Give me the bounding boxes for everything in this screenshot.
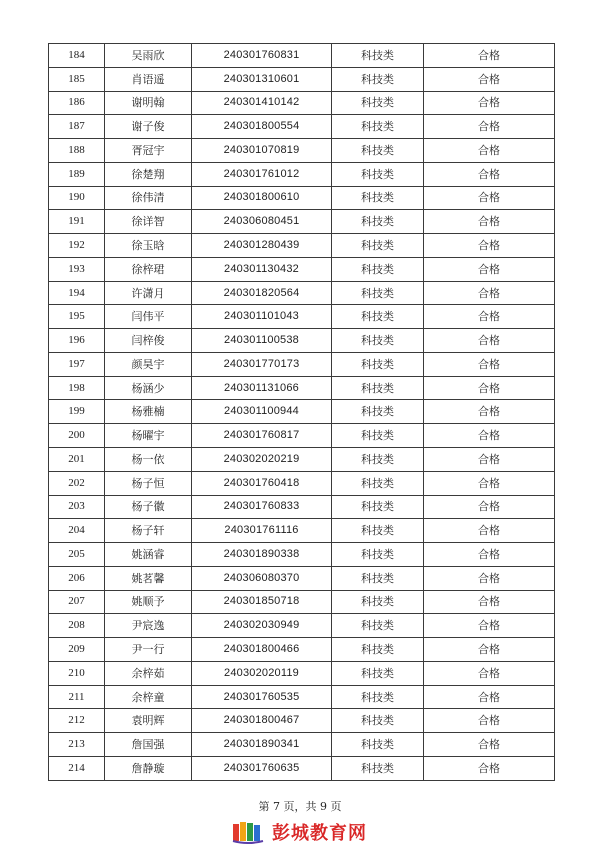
row-number-cell: 195 xyxy=(49,305,105,329)
category-cell: 科技类 xyxy=(332,543,424,567)
row-number-cell: 196 xyxy=(49,329,105,353)
category-cell: 科技类 xyxy=(332,162,424,186)
book-logo-icon xyxy=(232,820,266,844)
row-number-cell: 194 xyxy=(49,281,105,305)
student-name-cell: 杨雅楠 xyxy=(105,400,192,424)
table-row xyxy=(49,281,555,305)
table-row xyxy=(49,44,555,68)
category-cell: 科技类 xyxy=(332,281,424,305)
site-watermark xyxy=(232,818,367,846)
row-number-cell: 190 xyxy=(49,186,105,210)
student-name-cell: 姚涵睿 xyxy=(105,543,192,567)
row-number-cell: 184 xyxy=(49,44,105,68)
row-number-cell: 193 xyxy=(49,257,105,281)
table-row xyxy=(49,67,555,91)
row-number-cell: 186 xyxy=(49,91,105,115)
table-row xyxy=(49,210,555,234)
student-name-cell: 闫梓俊 xyxy=(105,329,192,353)
result-cell: 合格 xyxy=(424,139,555,163)
category-cell: 科技类 xyxy=(332,471,424,495)
table-row xyxy=(49,733,555,757)
result-cell: 合格 xyxy=(424,44,555,68)
student-name-cell: 徐伟清 xyxy=(105,186,192,210)
row-number-cell: 206 xyxy=(49,566,105,590)
result-cell: 合格 xyxy=(424,115,555,139)
student-id-cell: 240301760535 xyxy=(192,685,332,709)
row-number-cell: 187 xyxy=(49,115,105,139)
student-id-cell: 240301890341 xyxy=(192,733,332,757)
student-name-cell: 詹国强 xyxy=(105,733,192,757)
category-cell: 科技类 xyxy=(332,756,424,780)
student-id-cell: 240301800554 xyxy=(192,115,332,139)
table-row xyxy=(49,661,555,685)
table-row xyxy=(49,139,555,163)
row-number-cell: 213 xyxy=(49,733,105,757)
row-number-cell: 188 xyxy=(49,139,105,163)
result-cell: 合格 xyxy=(424,448,555,472)
category-cell: 科技类 xyxy=(332,661,424,685)
student-name-cell: 詹静璇 xyxy=(105,756,192,780)
student-name-cell: 谢明翰 xyxy=(105,91,192,115)
result-cell: 合格 xyxy=(424,257,555,281)
student-name-cell: 肖语遥 xyxy=(105,67,192,91)
category-cell: 科技类 xyxy=(332,733,424,757)
student-id-cell: 240301310601 xyxy=(192,67,332,91)
student-id-cell: 240301760635 xyxy=(192,756,332,780)
result-cell: 合格 xyxy=(424,305,555,329)
table-row xyxy=(49,448,555,472)
student-name-cell: 杨子恒 xyxy=(105,471,192,495)
student-id-cell: 240301800467 xyxy=(192,709,332,733)
category-cell: 科技类 xyxy=(332,590,424,614)
result-cell: 合格 xyxy=(424,543,555,567)
row-number-cell: 207 xyxy=(49,590,105,614)
table-row xyxy=(49,115,555,139)
category-cell: 科技类 xyxy=(332,210,424,234)
row-number-cell: 202 xyxy=(49,471,105,495)
result-cell: 合格 xyxy=(424,685,555,709)
row-number-cell: 191 xyxy=(49,210,105,234)
student-id-cell: 240301820564 xyxy=(192,281,332,305)
result-cell: 合格 xyxy=(424,91,555,115)
student-id-cell: 240301760833 xyxy=(192,495,332,519)
category-cell: 科技类 xyxy=(332,352,424,376)
category-cell: 科技类 xyxy=(332,685,424,709)
result-cell: 合格 xyxy=(424,661,555,685)
result-cell: 合格 xyxy=(424,519,555,543)
row-number-cell: 197 xyxy=(49,352,105,376)
table-row xyxy=(49,234,555,258)
page-number: 第 7 页，共 9 页 xyxy=(258,800,342,813)
student-name-cell: 杨曜宇 xyxy=(105,424,192,448)
student-id-cell: 240306080370 xyxy=(192,566,332,590)
student-id-cell: 240306080451 xyxy=(192,210,332,234)
result-cell: 合格 xyxy=(424,638,555,662)
table-row xyxy=(49,519,555,543)
row-number-cell: 210 xyxy=(49,661,105,685)
student-name-cell: 徐详智 xyxy=(105,210,192,234)
result-cell: 合格 xyxy=(424,210,555,234)
table-row xyxy=(49,305,555,329)
table-row xyxy=(49,91,555,115)
result-cell: 合格 xyxy=(424,281,555,305)
student-name-cell: 徐梓珺 xyxy=(105,257,192,281)
row-number-cell: 208 xyxy=(49,614,105,638)
table-row xyxy=(49,685,555,709)
student-name-cell: 余梓童 xyxy=(105,685,192,709)
results-table-body xyxy=(49,44,555,781)
row-number-cell: 189 xyxy=(49,162,105,186)
student-id-cell: 240301760817 xyxy=(192,424,332,448)
table-row xyxy=(49,400,555,424)
table-row xyxy=(49,638,555,662)
category-cell: 科技类 xyxy=(332,495,424,519)
student-name-cell: 闫伟平 xyxy=(105,305,192,329)
student-id-cell: 240302030949 xyxy=(192,614,332,638)
table-row xyxy=(49,424,555,448)
student-name-cell: 吴雨欣 xyxy=(105,44,192,68)
table-row xyxy=(49,257,555,281)
row-number-cell: 192 xyxy=(49,234,105,258)
table-row xyxy=(49,495,555,519)
table-row xyxy=(49,376,555,400)
result-cell: 合格 xyxy=(424,614,555,638)
results-table-container xyxy=(48,43,554,781)
student-name-cell: 许潇月 xyxy=(105,281,192,305)
student-id-cell: 240301280439 xyxy=(192,234,332,258)
table-row xyxy=(49,352,555,376)
student-name-cell: 尹一行 xyxy=(105,638,192,662)
category-cell: 科技类 xyxy=(332,257,424,281)
category-cell: 科技类 xyxy=(332,376,424,400)
result-cell: 合格 xyxy=(424,733,555,757)
row-number-cell: 201 xyxy=(49,448,105,472)
student-id-cell: 240301100944 xyxy=(192,400,332,424)
category-cell: 科技类 xyxy=(332,709,424,733)
watermark-text: 彭城教育网 xyxy=(272,823,367,844)
result-cell: 合格 xyxy=(424,566,555,590)
result-cell: 合格 xyxy=(424,709,555,733)
table-row xyxy=(49,471,555,495)
category-cell: 科技类 xyxy=(332,186,424,210)
result-cell: 合格 xyxy=(424,400,555,424)
result-cell: 合格 xyxy=(424,590,555,614)
student-name-cell: 徐楚翔 xyxy=(105,162,192,186)
student-id-cell: 240302020119 xyxy=(192,661,332,685)
category-cell: 科技类 xyxy=(332,305,424,329)
row-number-cell: 185 xyxy=(49,67,105,91)
student-id-cell: 240301800466 xyxy=(192,638,332,662)
student-id-cell: 240301761116 xyxy=(192,519,332,543)
category-cell: 科技类 xyxy=(332,424,424,448)
category-cell: 科技类 xyxy=(332,638,424,662)
table-row xyxy=(49,614,555,638)
student-name-cell: 杨一依 xyxy=(105,448,192,472)
result-cell: 合格 xyxy=(424,162,555,186)
result-cell: 合格 xyxy=(424,67,555,91)
student-id-cell: 240301760418 xyxy=(192,471,332,495)
student-id-cell: 240301800610 xyxy=(192,186,332,210)
row-number-cell: 200 xyxy=(49,424,105,448)
table-row xyxy=(49,566,555,590)
student-name-cell: 杨子轩 xyxy=(105,519,192,543)
student-name-cell: 颜昊宇 xyxy=(105,352,192,376)
table-row xyxy=(49,590,555,614)
row-number-cell: 212 xyxy=(49,709,105,733)
category-cell: 科技类 xyxy=(332,448,424,472)
results-table xyxy=(48,43,555,781)
result-cell: 合格 xyxy=(424,234,555,258)
row-number-cell: 203 xyxy=(49,495,105,519)
row-number-cell: 198 xyxy=(49,376,105,400)
student-id-cell: 240301070819 xyxy=(192,139,332,163)
student-name-cell: 杨子徽 xyxy=(105,495,192,519)
student-id-cell: 240301130432 xyxy=(192,257,332,281)
table-row xyxy=(49,162,555,186)
table-row xyxy=(49,329,555,353)
result-cell: 合格 xyxy=(424,186,555,210)
row-number-cell: 205 xyxy=(49,543,105,567)
student-id-cell: 240301131066 xyxy=(192,376,332,400)
student-name-cell: 袁明辉 xyxy=(105,709,192,733)
row-number-cell: 214 xyxy=(49,756,105,780)
result-cell: 合格 xyxy=(424,424,555,448)
table-row xyxy=(49,756,555,780)
student-name-cell: 杨涵少 xyxy=(105,376,192,400)
table-row xyxy=(49,186,555,210)
table-row xyxy=(49,709,555,733)
row-number-cell: 211 xyxy=(49,685,105,709)
category-cell: 科技类 xyxy=(332,329,424,353)
student-id-cell: 240301410142 xyxy=(192,91,332,115)
student-id-cell: 240302020219 xyxy=(192,448,332,472)
category-cell: 科技类 xyxy=(332,566,424,590)
category-cell: 科技类 xyxy=(332,67,424,91)
category-cell: 科技类 xyxy=(332,91,424,115)
category-cell: 科技类 xyxy=(332,44,424,68)
result-cell: 合格 xyxy=(424,329,555,353)
student-id-cell: 240301770173 xyxy=(192,352,332,376)
row-number-cell: 209 xyxy=(49,638,105,662)
category-cell: 科技类 xyxy=(332,234,424,258)
category-cell: 科技类 xyxy=(332,614,424,638)
student-id-cell: 240301100538 xyxy=(192,329,332,353)
student-name-cell: 姚茗馨 xyxy=(105,566,192,590)
category-cell: 科技类 xyxy=(332,115,424,139)
result-cell: 合格 xyxy=(424,495,555,519)
category-cell: 科技类 xyxy=(332,139,424,163)
student-id-cell: 240301101043 xyxy=(192,305,332,329)
student-id-cell: 240301890338 xyxy=(192,543,332,567)
category-cell: 科技类 xyxy=(332,519,424,543)
student-id-cell: 240301761012 xyxy=(192,162,332,186)
result-cell: 合格 xyxy=(424,471,555,495)
student-id-cell: 240301850718 xyxy=(192,590,332,614)
row-number-cell: 199 xyxy=(49,400,105,424)
result-cell: 合格 xyxy=(424,352,555,376)
student-id-cell: 240301760831 xyxy=(192,44,332,68)
student-name-cell: 徐玉晗 xyxy=(105,234,192,258)
student-name-cell: 余梓茹 xyxy=(105,661,192,685)
table-row xyxy=(49,543,555,567)
row-number-cell: 204 xyxy=(49,519,105,543)
category-cell: 科技类 xyxy=(332,400,424,424)
student-name-cell: 胥冠宇 xyxy=(105,139,192,163)
result-cell: 合格 xyxy=(424,376,555,400)
result-cell: 合格 xyxy=(424,756,555,780)
student-name-cell: 姚顺予 xyxy=(105,590,192,614)
student-name-cell: 谢子俊 xyxy=(105,115,192,139)
student-name-cell: 尹宸逸 xyxy=(105,614,192,638)
